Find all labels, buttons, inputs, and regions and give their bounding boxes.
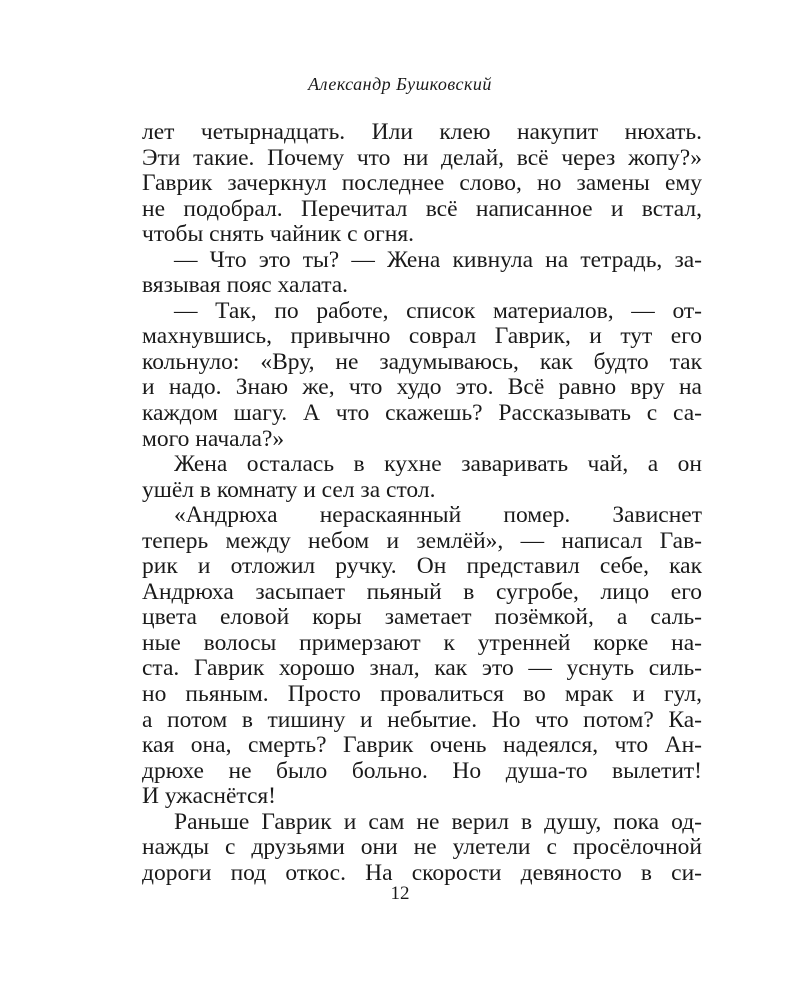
page-number: 12 — [390, 883, 410, 904]
text-line: вязывая пояс халата. — [142, 272, 349, 299]
text-line: мого начала?» — [142, 425, 285, 452]
text-line: и надо. Знаю же, что худо это. Всё равно вру на — [142, 374, 702, 401]
text-line: рик и отложил ручку. Он представил себе, как — [142, 553, 702, 580]
text-line: кая она, смерть? Гаврик очень надеялся, что Ан- — [142, 732, 702, 759]
text-line: цвета еловой коры заметает позёмкой, а саль- — [142, 604, 702, 631]
text-line: теперь между небом и землёй», — написал Гав- — [142, 527, 702, 554]
text-line: а потом в тишину и небытие. Но что потом? Ка- — [142, 706, 702, 733]
text-line: махнувшись, привычно соврал Гаврик, и тут его — [142, 323, 702, 350]
text-line: лет четырнадцать. Или клею накупит нюхать. — [142, 119, 702, 145]
text-line: ные волосы примерзают к утренней корке на- — [142, 629, 702, 656]
text-line: Раньше Гаврик и сам не верил в душу, пока од- — [174, 808, 702, 835]
text-line: дороги под откос. На скорости девяносто в си- — [142, 859, 702, 886]
text-line: ста. Гаврик хорошо знал, как это — уснуть силь- — [142, 655, 702, 682]
text-line: — Так, по работе, список материалов, — от- — [174, 297, 702, 324]
text-line: нажды с друзьями они не улетели с просёлочной — [142, 834, 702, 861]
text-line: но пьяным. Просто провалиться во мрак и гул, — [142, 681, 702, 708]
text-line: кольнуло: «Вру, не задумываюсь, как будто так — [142, 348, 702, 375]
text-line: «Андрюха нераскаянный помер. Зависнет — [174, 502, 702, 529]
text-line: — Что это ты? — Жена кивнула на тетрадь, за- — [174, 246, 702, 273]
text-line: И ужаснётся! — [142, 783, 277, 810]
running-header-author: Александр Бушковский — [308, 74, 492, 94]
text-line: дрюхе не было больно. Но душа-то вылетит! — [142, 757, 702, 784]
text-line: каждом шагу. А что скажешь? Рассказывать с са- — [142, 400, 702, 427]
text-line: Гаврик зачеркнул последнее слово, но замены ему — [142, 170, 702, 197]
body-text — [142, 120, 702, 886]
text-line: Эти такие. Почему что ни делай, всё через жопу?» — [142, 144, 702, 171]
text-line: Андрюха засыпает пьяный в сугробе, лицо его — [142, 578, 702, 605]
text-line: чтобы снять чайник с огня. — [142, 221, 415, 248]
text-line: не подобрал. Перечитал всё написанное и встал, — [142, 195, 702, 222]
text-line: Жена осталась в кухне заваривать чай, а он — [174, 451, 702, 478]
text-line: ушёл в комнату и сел за стол. — [142, 476, 436, 503]
